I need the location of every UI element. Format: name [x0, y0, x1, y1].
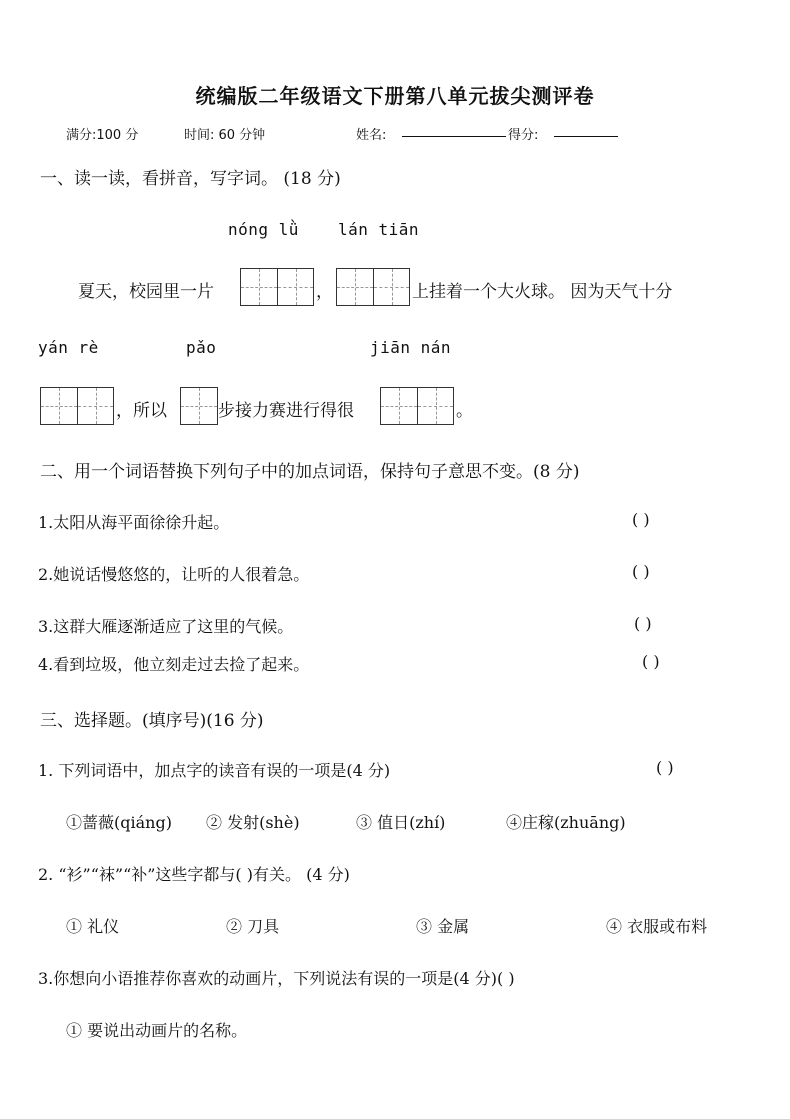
q2-text: 2. “衫”“袜”“补”这些字都与( )有关。 (4 分)	[38, 865, 350, 884]
q3-text: 3.你想向小语推荐你喜欢的动画片，下列说法有误的一项是(4 分)( )	[38, 969, 515, 988]
writing-box-lantian[interactable]	[336, 268, 410, 306]
pinyin-jiannan: jiān nán	[370, 338, 452, 357]
answer-blank-4[interactable]: ( )	[642, 652, 660, 671]
line2-text-a: ，所以	[116, 401, 167, 421]
q1-option-3[interactable]: ③ 值日(zhí)	[356, 813, 446, 832]
name-label: 姓名:	[356, 128, 387, 143]
q1-text: 1. 下列词语中，加点字的读音有误的一项是(4 分)	[38, 761, 391, 780]
q3-option-1[interactable]: ① 要说出动画片的名称。	[66, 1021, 248, 1040]
pinyin-lantian: lán tiān	[338, 220, 420, 239]
score-label: 得分:	[508, 128, 539, 143]
line1-text-c: 上挂着一个大火球。 因为天气十分	[412, 282, 673, 302]
section2-item-3: 3.这群大雁逐渐适应了这里的气候。	[38, 617, 294, 636]
answer-blank-2[interactable]: ( )	[632, 562, 650, 581]
full-score: 满分:100 分	[66, 128, 139, 143]
answer-blank-1[interactable]: ( )	[632, 510, 650, 529]
score-field[interactable]	[554, 124, 618, 141]
pinyin-pao: pǎo	[186, 338, 217, 357]
line2-text-b: 步接力赛进行得很	[218, 401, 354, 421]
section2-item-2: 2.她说话慢悠悠的，让听的人很着急。	[38, 565, 310, 584]
q2-option-4[interactable]: ④ 衣服或布料	[606, 917, 708, 936]
q2-option-2[interactable]: ② 刀具	[226, 917, 280, 936]
writing-box-pao[interactable]	[180, 387, 218, 425]
line1-text-b: ，	[316, 282, 333, 302]
q2-option-3[interactable]: ③ 金属	[416, 917, 470, 936]
section3-heading: 三、选择题。(填序号)(16 分)	[40, 711, 264, 731]
writing-box-yanre[interactable]	[40, 387, 114, 425]
answer-blank-3[interactable]: ( )	[634, 614, 652, 633]
q1-option-4[interactable]: ④庄稼(zhuāng)	[506, 813, 626, 832]
writing-box-jiannan[interactable]	[380, 387, 454, 425]
page-title: 统编版二年级语文下册第八单元拔尖测评卷	[195, 84, 595, 108]
pinyin-yanre: yán rè	[38, 338, 99, 357]
section2-heading: 二、用一个词语替换下列句子中的加点词语，保持句子意思不变。(8 分)	[40, 462, 580, 482]
name-field[interactable]	[402, 124, 506, 141]
pinyin-nonglv: nóng lǜ	[228, 220, 299, 239]
q1-answer-blank[interactable]: ( )	[656, 758, 674, 777]
q1-option-1[interactable]: ①蔷薇(qiáng)	[66, 813, 172, 832]
section1-heading: 一、读一读，看拼音，写字词。 (18 分)	[40, 169, 341, 189]
line1-text-a: 夏天，校园里一片	[78, 282, 214, 302]
section2-item-1: 1.太阳从海平面徐徐升起。	[38, 513, 230, 532]
time-limit: 时间: 60 分钟	[184, 128, 266, 143]
section2-item-4: 4.看到垃圾，他立刻走过去捡了起来。	[38, 655, 310, 674]
line2-text-c: 。	[456, 401, 473, 421]
q2-option-1[interactable]: ① 礼仪	[66, 917, 120, 936]
q1-option-2[interactable]: ② 发射(shè)	[206, 813, 300, 832]
writing-box-nonglv[interactable]	[240, 268, 314, 306]
